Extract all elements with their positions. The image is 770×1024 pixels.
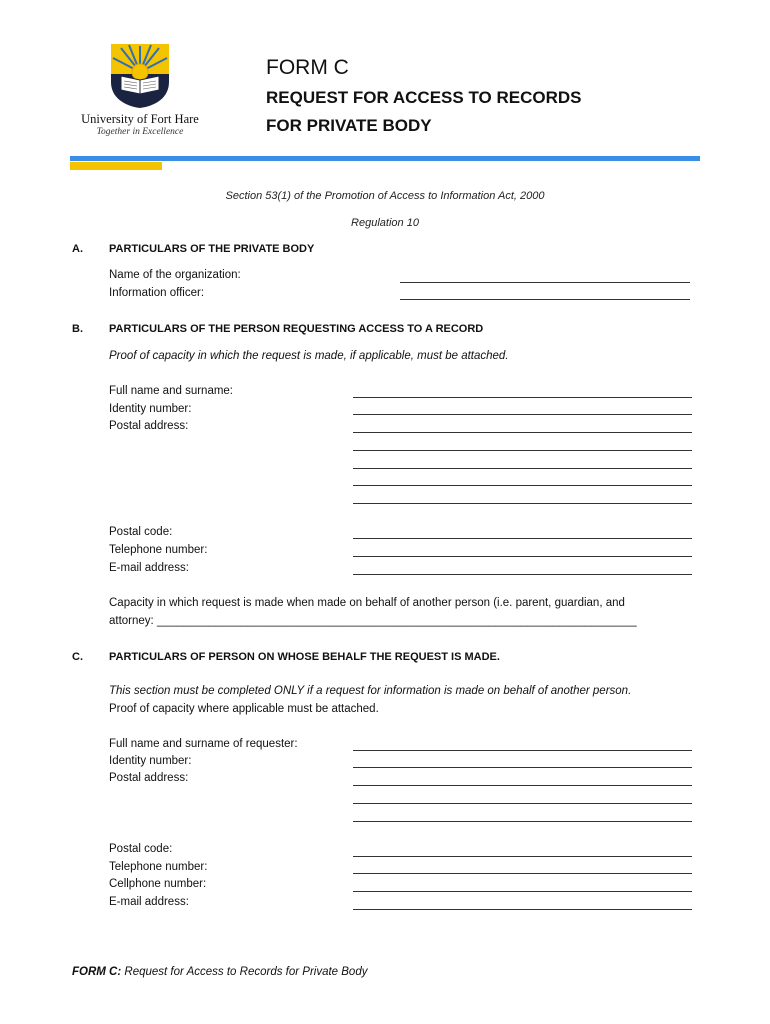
section-c-letter: C. [72,651,83,663]
form-title-block [266,56,581,140]
section-a-heading: PARTICULARS OF THE PRIVATE BODY [109,243,315,255]
input-line-postal-address-3[interactable] [353,468,692,469]
field-label-requester-email: E-mail address: [109,896,189,908]
footer-text: Request for Access to Records for Private Body [121,966,368,978]
field-label-requester-cellphone: Cellphone number: [109,878,207,890]
field-label-requester-full-name: Full name and surname of requester: [109,738,298,750]
field-label-requester-postal-code: Postal code: [109,843,173,855]
input-line-postal-code[interactable] [353,538,692,539]
field-label-email-address: E-mail address: [109,562,189,574]
field-label-full-name: Full name and surname: [109,385,234,397]
university-motto: Together in Excellence [96,127,184,137]
input-line-full-name[interactable] [353,397,692,398]
page-footer [72,966,367,978]
input-line-requester-postal-address-3[interactable] [353,821,692,822]
section-reference: Section 53(1) of the Promotion of Access to Information Act, 2000 [225,190,545,202]
input-line-information-officer[interactable] [400,299,690,300]
field-label-identity-number: Identity number: [109,403,192,415]
form-title-line-1: REQUEST FOR ACCESS TO RECORDS [266,88,582,107]
input-line-requester-postal-address-2[interactable] [353,803,692,804]
university-logo [70,42,210,137]
input-line-email-address[interactable] [353,574,692,575]
form-label: FORM C [266,56,349,79]
input-line-requester-postal-code[interactable] [353,856,692,857]
input-line-postal-address-5[interactable] [353,503,692,504]
section-b-letter: B. [72,323,83,335]
section-b-note: Proof of capacity in which the request is made, if applicable, must be attached. [109,350,509,362]
form-title-line-2: FOR PRIVATE BODY [266,116,432,135]
capacity-text-line-1: Capacity in which request is made when made on behalf of another person (i.e. parent, guardian, and [109,597,625,609]
field-label-information-officer: Information officer: [109,287,205,299]
header-bar-yellow [70,162,162,170]
input-line-postal-address-4[interactable] [353,485,692,486]
input-line-requester-cellphone[interactable] [353,891,692,892]
university-crest-icon [109,42,171,110]
regulation-reference: Regulation 10 [351,217,419,229]
university-name: University of Fort Hare [81,112,199,126]
section-c-note: This section must be completed ONLY if a request for information is made on behalf of another person. [109,685,632,697]
header-bar-blue [70,156,700,161]
input-line-requester-postal-address-1[interactable] [353,785,692,786]
input-line-requester-full-name[interactable] [353,750,692,751]
input-line-requester-identity-number[interactable] [353,767,692,768]
field-label-postal-code: Postal code: [109,526,173,538]
field-label-requester-telephone: Telephone number: [109,861,208,873]
input-line-postal-address-2[interactable] [353,450,692,451]
section-b-heading: PARTICULARS OF THE PERSON REQUESTING ACCESS TO A RECORD [109,323,484,335]
input-line-identity-number[interactable] [353,414,692,415]
section-c-heading: PARTICULARS OF PERSON ON WHOSE BEHALF THE REQUEST IS MADE. [109,651,500,663]
field-label-requester-postal-address: Postal address: [109,772,189,784]
field-label-telephone-number: Telephone number: [109,544,208,556]
footer-label: FORM C: [72,966,122,978]
input-line-telephone-number[interactable] [353,556,692,557]
field-label-organization-name: Name of the organization: [109,269,241,281]
capacity-text-line-2[interactable]: attorney: ___________________________________________________________________________ [109,615,637,627]
input-line-organization-name[interactable] [400,282,690,283]
section-c-note-2: Proof of capacity where applicable must be attached. [109,703,379,715]
input-line-postal-address-1[interactable] [353,432,692,433]
section-a-letter: A. [72,243,83,255]
input-line-requester-telephone[interactable] [353,873,692,874]
input-line-requester-email[interactable] [353,909,692,910]
field-label-postal-address: Postal address: [109,420,189,432]
field-label-requester-identity-number: Identity number: [109,755,192,767]
